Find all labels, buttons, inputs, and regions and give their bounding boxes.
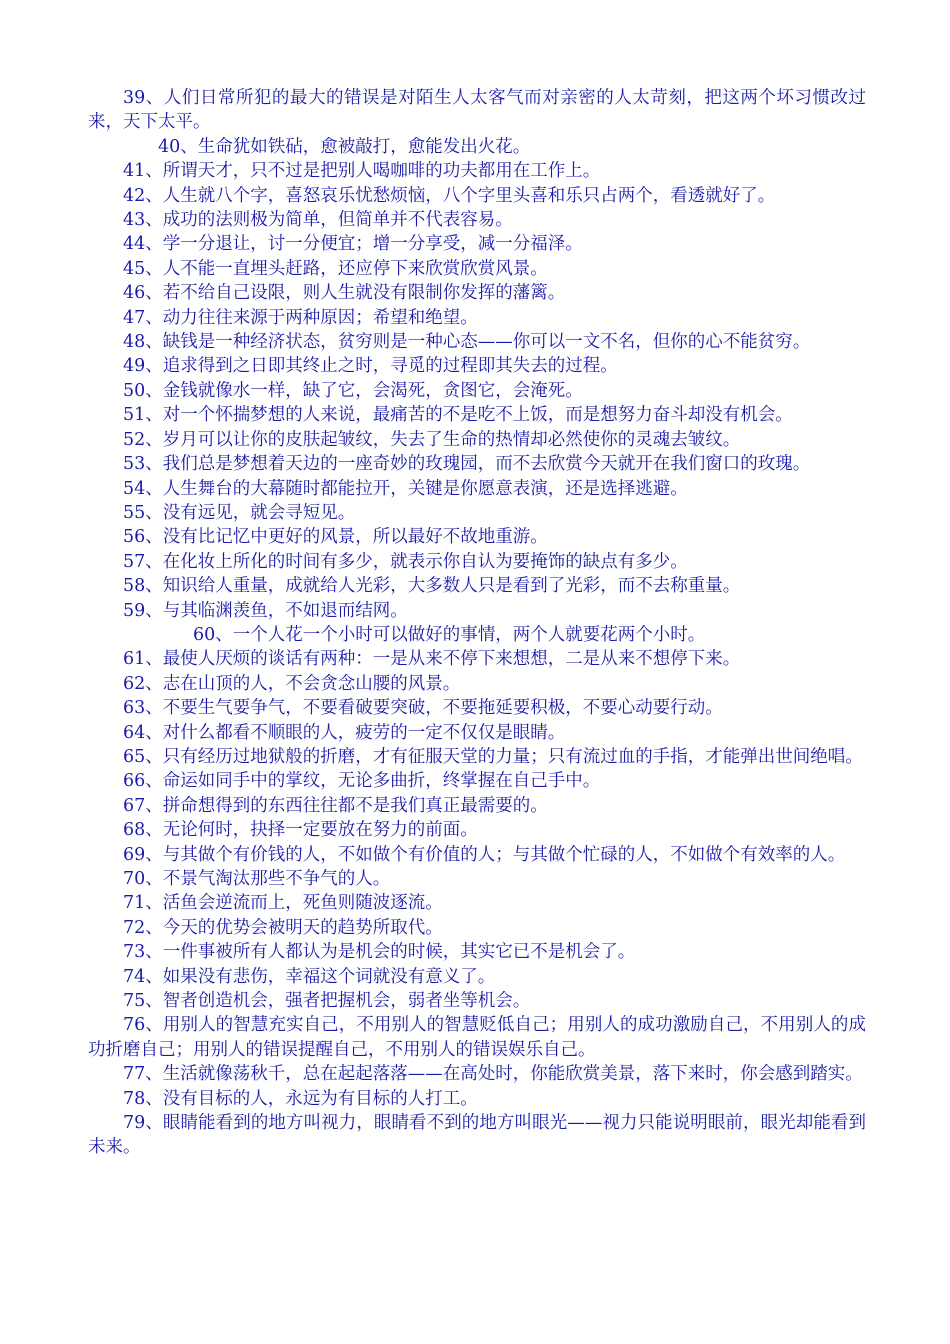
quote-57: 57、在化妆上所化的时间有多少，就表示你自认为要掩饰的缺点有多少。 <box>123 551 688 572</box>
quote-59: 59、与其临渊羡鱼，不如退而结网。 <box>123 600 408 621</box>
quote-79: 79、眼睛能看到的地方叫视力，眼睛看不到的地方叫眼光——视力只能说明眼前，眼光却能看到未来。 <box>88 1113 866 1158</box>
quote-66: 66、命运如同手中的掌纹，无论多曲折，终掌握在自己手中。 <box>123 771 601 792</box>
quote-50: 50、金钱就像水一样，缺了它，会渴死，贪图它，会淹死。 <box>123 380 583 401</box>
quote-41: 41、所谓天才，只不过是把别人喝咖啡的功夫都用在工作上。 <box>123 161 601 182</box>
quote-54: 54、人生舞台的大幕随时都能拉开，关键是你愿意表演，还是选择逃避。 <box>123 478 688 499</box>
quote-73: 73、一件事被所有人都认为是机会的时候，其实它已不是机会了。 <box>123 942 636 963</box>
quote-46: 46、若不给自己设限，则人生就没有限制你发挥的藩篱。 <box>123 283 566 304</box>
quote-58: 58、知识给人重量，成就给人光彩，大多数人只是看到了光彩，而不去称重量。 <box>123 576 741 597</box>
quote-45: 45、人不能一直埋头赶路，还应停下来欣赏欣赏风景。 <box>123 258 548 279</box>
quote-65: 65、只有经历过地狱般的折磨，才有征服天堂的力量；只有流过血的手指，才能弹出世间绝唱。 <box>123 746 863 767</box>
quote-56: 56、没有比记忆中更好的风景，所以最好不故地重游。 <box>123 527 548 548</box>
quote-77: 77、生活就像荡秋千，总在起起落落——在高处时，你能欣赏美景，落下来时，你会感到踏实。 <box>123 1064 863 1085</box>
quote-67: 67、拼命想得到的东西往往都不是我们真正最需要的。 <box>123 795 548 816</box>
quote-39: 39、人们日常所犯的最大的错误是对陌生人太客气而对亲密的人太苛刻，把这两个坏习惯改过来，天下太平。 <box>88 88 866 133</box>
quote-53: 53、我们总是梦想着天边的一座奇妙的玫瑰园，而不去欣赏今天就开在我们窗口的玫瑰。 <box>123 454 811 475</box>
quote-69: 69、与其做个有价钱的人，不如做个有价值的人；与其做个忙碌的人，不如做个有效率的人。 <box>123 844 846 865</box>
quote-74: 74、如果没有悲伤，幸福这个词就没有意义了。 <box>123 966 496 987</box>
quote-71: 71、活鱼会逆流而上，死鱼则随波逐流。 <box>123 893 443 914</box>
quote-48: 48、缺钱是一种经济状态，贫穷则是一种心态——你可以一文不名，但你的心不能贫穷。 <box>123 332 811 353</box>
quote-43: 43、成功的法则极为简单，但简单并不代表容易。 <box>123 210 513 231</box>
quote-61: 61、最使人厌烦的谈话有两种：一是从来不停下来想想，二是从来不想停下来。 <box>123 649 741 670</box>
quote-40: 40、生命犹如铁砧，愈被敲打，愈能发出火花。 <box>158 136 531 157</box>
quote-78: 78、没有目标的人，永远为有目标的人打工。 <box>123 1088 478 1109</box>
quote-62: 62、志在山顶的人，不会贪念山腰的风景。 <box>123 673 461 694</box>
quote-52: 52、岁月可以让你的皮肤起皱纹，失去了生命的热情却必然使你的灵魂去皱纹。 <box>123 429 741 450</box>
quote-70: 70、不景气淘汰那些不争气的人。 <box>123 869 391 889</box>
quote-63: 63、不要生气要争气，不要看破要突破，不要拖延要积极，不要心动要行动。 <box>123 698 723 719</box>
quote-47: 47、动力往往来源于两种原因；希望和绝望。 <box>123 307 478 328</box>
quote-72: 72、今天的优势会被明天的趋势所取代。 <box>123 917 443 938</box>
quote-51: 51、对一个怀揣梦想的人来说，最痛苦的不是吃不上饭，而是想努力奋斗却没有机会。 <box>123 405 793 426</box>
document-body <box>88 86 866 1160</box>
quote-44: 44、学一分退让，讨一分便宜；增一分享受，减一分福泽。 <box>123 234 583 255</box>
quote-68: 68、无论何时，抉择一定要放在努力的前面。 <box>123 820 478 841</box>
quote-60: 60、一个人花一个小时可以做好的事情，两个人就要花两个小时。 <box>193 624 706 645</box>
quote-76: 76、用别人的智慧充实自己，不用别人的智慧贬低自己；用别人的成功激励自己，不用别人的成功折磨自己；用别人的错误提醒自己，不用别人的错误娱乐自己。 <box>88 1015 866 1060</box>
quote-75: 75、智者创造机会，强者把握机会，弱者坐等机会。 <box>123 991 531 1012</box>
quote-49: 49、追求得到之日即其终止之时，寻觅的过程即其失去的过程。 <box>123 356 618 377</box>
quote-64: 64、对什么都看不顺眼的人，疲劳的一定不仅仅是眼睛。 <box>123 722 566 743</box>
quote-55: 55、没有远见，就会寻短见。 <box>123 502 356 523</box>
quote-42: 42、人生就八个字，喜怒哀乐忧愁烦恼，八个字里头喜和乐只占两个，看透就好了。 <box>123 185 776 206</box>
